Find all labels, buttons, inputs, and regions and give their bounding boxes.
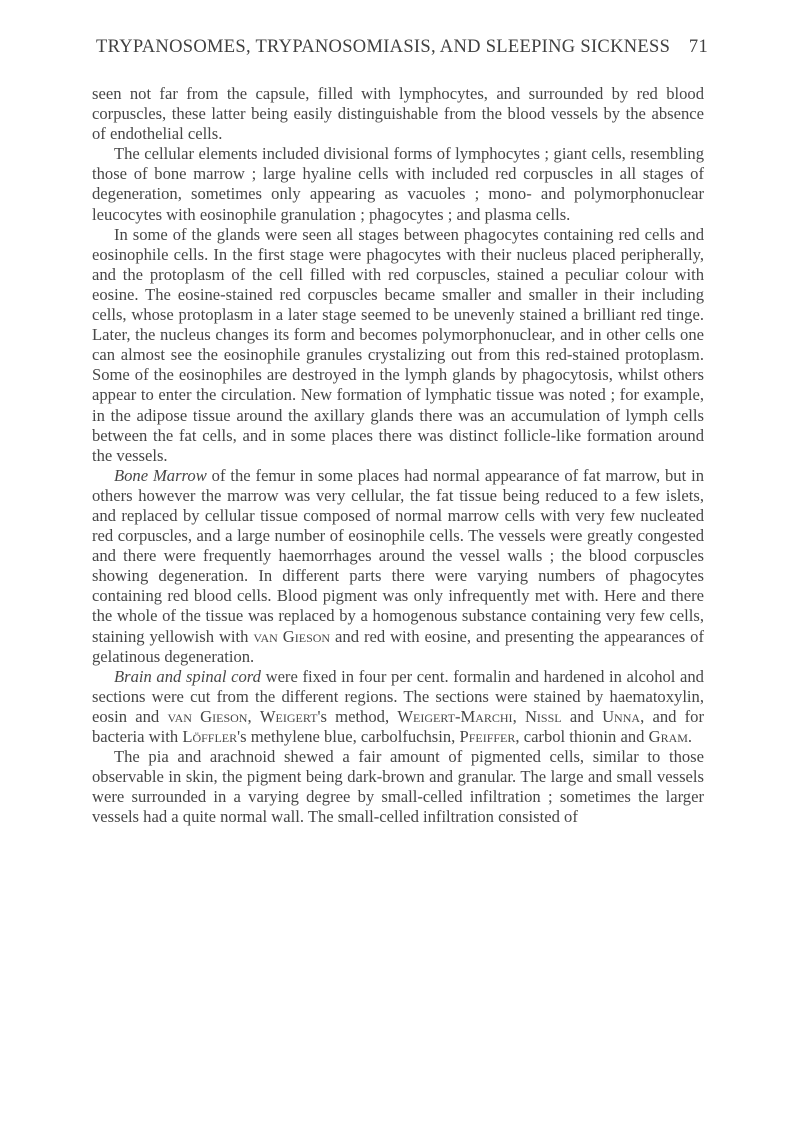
paragraph-5	[92, 667, 704, 747]
paragraph-5-text-i: .	[687, 727, 693, 746]
page-number: 71	[688, 37, 708, 57]
paragraph-4-text: of the femur in some places had normal appearance of fat marrow, but in others however the marrow was very cellular, the fat tissue being reduced to a few islets, and replaced by cellular tissue composed of normal marrow cells with very few nucleated red corpuscles, and a large number of eosinophile cells. The vessels were greatly congested and there were frequently haemorrhages around the vessel walls ; the blood corpuscles showing degeneration. In different parts there were varying numbers of phagocytes containing red blood cells. Blood pigment was only infrequently met with. Here and there the whole of the tissue was replaced by a homogenous substance containing very few cells, staining yellowish with	[92, 465, 705, 646]
loffler-name: Löffler	[182, 727, 238, 746]
paragraph-3: In some of the glands were seen all stages between phagocytes containing red cells and eosinophile cells. In the first stage were phagocytes with their nucleus placed peripherally, and the protoplasm of the cell filled with red corpuscles, stained a peculiar colour with eosine. The eosine-stained red corpuscles became smaller and smaller in their including cells, whose protoplasm in a later stage seemed to be unevenly stained a brilliant red tinge. Later, the nucleus changes its form and becomes polymorphonuclear, and in other cells one can almost see the eosinophile granules crystalizing out from this red-stained protoplasm. Some of the eosinophiles are destroyed in the lymph glands by phagocytosis, whilst others appear to enter the circulation. New formation of lymphatic tissue was noted ; for example, in the adipose tissue around the axillary glands there was an accumulation of lymph cells between the fat cells, and in some places there was distinct follicle-like formation around the vessels.	[92, 224, 704, 465]
paragraph-5-text-f: , and for bacteria with	[92, 706, 704, 746]
van-gieson-name: van Gieson	[253, 626, 331, 646]
paragraph-4-end: and red with eosine, and presenting the appearances of gelatinous degeneration.	[92, 626, 704, 666]
unna-name: Unna	[602, 706, 641, 726]
weigert-name: Weigert	[259, 706, 318, 726]
gram-name: Gram	[648, 727, 688, 746]
brain-spinal-cord-heading: Brain and spinal cord	[114, 666, 261, 686]
pfeiffer-name: Pfeiffer	[459, 727, 516, 746]
paragraph-5-text-a: were fixed in four per cent. formalin and hardened in alcohol and sections were cut from the different regions. The sections were stained by haematoxylin, eosin and	[92, 666, 704, 726]
paragraph-5-text-c: 's method,	[317, 706, 398, 726]
van-gieson-name-2: van Gieson	[167, 706, 248, 726]
nissl-name: Nissl	[524, 706, 562, 726]
body-text	[92, 84, 704, 827]
paragraph-6: The pia and arachnoid shewed a fair amount of pigmented cells, similar to those observable in skin, the pigment being dark-brown and granular. The large and small vessels were surrounded in a varying degree by small-celled infiltration ; sometimes the larger vessels had a quite normal wall. The small-celled infiltration consisted of	[92, 747, 704, 827]
page-header	[96, 37, 708, 61]
weigert-marchi-name: Weigert-Marchi	[397, 706, 513, 726]
paragraph-5-text-b: ,	[247, 706, 260, 726]
paragraph-5-text-h: , carbol thionin and	[515, 727, 649, 746]
paragraph-2: The cellular elements included divisional forms of lymphocytes ; giant cells, resembling those of bone marrow ; large hyaline cells with included red corpuscles in all stages of degeneration, sometimes only appearing as vacuoles ; mono- and polymorphonuclear leucocytes with eosinophile granulation ; phagocytes ; and plasma cells.	[92, 144, 704, 224]
paragraph-5-text-e: and	[561, 706, 603, 726]
paragraph-5-text-d: ,	[512, 706, 525, 726]
running-title: TRYPANOSOMES, TRYPANOSOMIASIS, AND SLEEPING SICKNESS	[96, 37, 671, 57]
paragraph-5-text-g: 's methylene blue, carbolfuchsin,	[237, 727, 460, 746]
paragraph-4	[92, 466, 704, 667]
bone-marrow-heading: Bone Marrow	[114, 465, 207, 485]
paragraph-1: seen not far from the capsule, filled with lymphocytes, and surrounded by red blood corpuscles, these latter being easily distinguishable from the blood vessels by the absence of endothelial cells.	[92, 84, 704, 144]
